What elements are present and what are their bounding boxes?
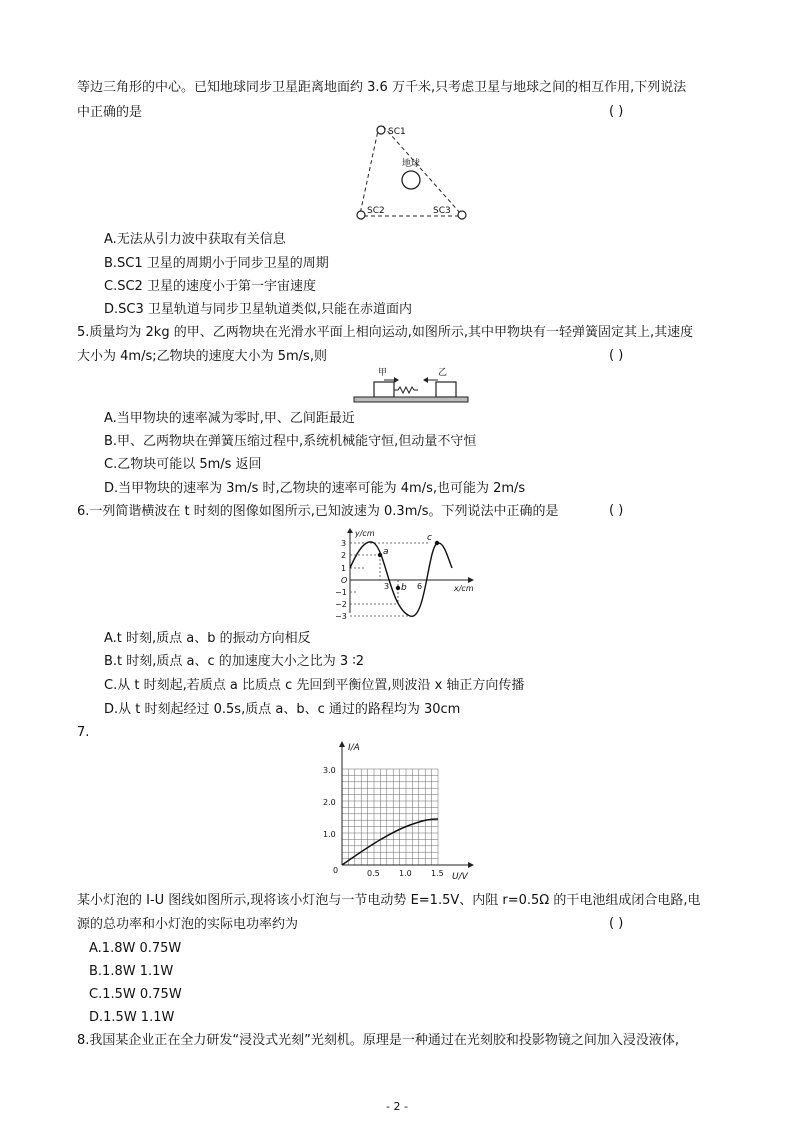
spring xyxy=(394,387,418,393)
q7-text-line1: 某小灯泡的 I-U 图线如图所示,现将该小灯泡与一节电动势 E=1.5V、内阻 r=0.5Ω 的干电池组成闭合电路,电 xyxy=(77,893,701,908)
block-jia xyxy=(374,382,394,397)
y-tick-m1: −1 xyxy=(335,588,347,597)
q4-answer-parens: ( ) xyxy=(609,104,624,119)
point-b xyxy=(396,586,400,590)
earth-circle xyxy=(402,171,420,189)
q5-option-a: A.当甲物块的速率减为零时,甲、乙间距最近 xyxy=(104,411,355,426)
q6-option-c: C.从 t 时刻起,若质点 a 比质点 c 先回到平衡位置,则波沿 x 轴正方向传播 xyxy=(104,678,525,693)
q5-text-line2: 大小为 4m/s;乙物块的速度大小为 5m/s,则 xyxy=(77,349,327,364)
sc3-satellite xyxy=(458,211,466,219)
q4-text-line1: 等边三角形的中心。已知地球同步卫星距离地面约 3.6 万千米,只考虑卫星与地球之间的相互作用,下列说法 xyxy=(77,80,687,95)
q4-option-d: D.SC3 卫星轨道与同步卫星轨道类似,只能在赤道面内 xyxy=(104,302,413,317)
q5-option-b: B.甲、乙两物块在弹簧压缩过程中,系统机械能守恒,但动量不守恒 xyxy=(104,434,477,449)
q4-option-c: C.SC2 卫星的速度小于第一宇宙速度 xyxy=(104,279,316,294)
iu-y-axis-label: I/A xyxy=(348,743,360,753)
iu-graph-figure xyxy=(318,741,478,881)
sc1-label: SC1 xyxy=(388,127,406,137)
q7-text-line2: 源的总功率和小灯泡的实际电功率约为 xyxy=(77,917,299,932)
q6-text-line1: 6.一列简谐横波在 t 时刻的图像如图所示,已知波速为 0.3m/s。下列说法中正确的是 xyxy=(77,504,559,519)
page-number: - 2 - xyxy=(386,1100,408,1113)
point-b-label: b xyxy=(401,583,407,593)
x-tick-6: 6 xyxy=(417,582,423,591)
y-tick-3: 3 xyxy=(341,539,347,548)
q6-option-a: A.t 时刻,质点 a、b 的振动方向相反 xyxy=(104,631,311,646)
sc3-label: SC3 xyxy=(433,206,451,216)
iu-y-tick-3: 3.0 xyxy=(323,766,336,775)
wave-graph-figure xyxy=(335,528,478,621)
x-axis-label: x/cm xyxy=(454,584,474,593)
iu-x-axis-label: U/V xyxy=(452,872,468,882)
point-a xyxy=(378,553,382,557)
iu-origin: 0 xyxy=(333,866,339,875)
y-tick-m2: −2 xyxy=(335,600,347,609)
point-a-label: a xyxy=(383,547,389,557)
jia-label: 甲 xyxy=(378,368,388,378)
y-axis-label: y/cm xyxy=(355,529,375,538)
q7-answer-parens: ( ) xyxy=(609,916,624,931)
q4-option-b: B.SC1 卫星的周期小于同步卫星的周期 xyxy=(104,256,329,271)
q6-option-b: B.t 时刻,质点 a、c 的加速度大小之比为 3 ∶2 xyxy=(104,654,364,669)
iu-curve xyxy=(342,819,438,865)
q4-option-a: A.无法从引力波中获取有关信息 xyxy=(104,232,286,247)
q7-number: 7. xyxy=(77,725,90,740)
point-c-label: c xyxy=(427,533,432,543)
iu-x-tick-15: 1.5 xyxy=(431,869,444,878)
wave-curve xyxy=(350,542,452,616)
q7-option-c: C.1.5W 0.75W xyxy=(89,987,182,1002)
sc2-label: SC2 xyxy=(367,206,385,216)
origin-label: O xyxy=(341,576,348,585)
q5-option-c: C.乙物块可能以 5m/s 返回 xyxy=(104,457,262,472)
yi-label: 乙 xyxy=(438,368,448,378)
q5-answer-parens: ( ) xyxy=(609,348,624,363)
q4-text-line2: 中正确的是 xyxy=(77,105,143,120)
y-tick-1: 1 xyxy=(341,564,347,573)
satellite-triangle-figure xyxy=(350,122,480,224)
q8-text-line1: 8.我国某企业正在全力研发“浸没式光刻”光刻机。原理是一种通过在光刻胶和投影物镜之间加入浸没液体, xyxy=(77,1033,680,1048)
earth-label: 地球 xyxy=(402,159,421,169)
y-tick-2: 2 xyxy=(341,551,347,560)
sc2-satellite xyxy=(357,211,365,219)
y-tick-m3: −3 xyxy=(335,612,347,621)
ground xyxy=(354,397,468,402)
q5-text-line1: 5.质量均为 2kg 的甲、乙两物块在光滑水平面上相向运动,如图所示,其中甲物块有一轻弹簧固定其上,其速度 xyxy=(77,325,694,340)
q7-option-b: B.1.8W 1.1W xyxy=(89,964,174,979)
q7-option-d: D.1.5W 1.1W xyxy=(89,1010,175,1025)
point-c xyxy=(435,541,439,545)
q7-option-a: A.1.8W 0.75W xyxy=(89,941,182,956)
iu-y-tick-1: 1.0 xyxy=(323,830,336,839)
q6-option-d: D.从 t 时刻起经过 0.5s,质点 a、b、c 通过的路程均为 30cm xyxy=(104,702,461,717)
iu-y-tick-2: 2.0 xyxy=(323,798,336,807)
iu-x-tick-10: 1.0 xyxy=(399,869,412,878)
blocks-spring-figure xyxy=(352,366,472,406)
q5-option-d: D.当甲物块的速率为 3m/s 时,乙物块的速率可能为 4m/s,也可能为 2m/s xyxy=(104,481,526,496)
iu-x-tick-05: 0.5 xyxy=(367,869,380,878)
x-tick-3: 3 xyxy=(384,582,390,591)
q6-answer-parens: ( ) xyxy=(609,503,624,518)
iu-grid xyxy=(342,769,438,865)
sc1-satellite xyxy=(377,126,385,134)
block-yi xyxy=(436,382,456,397)
